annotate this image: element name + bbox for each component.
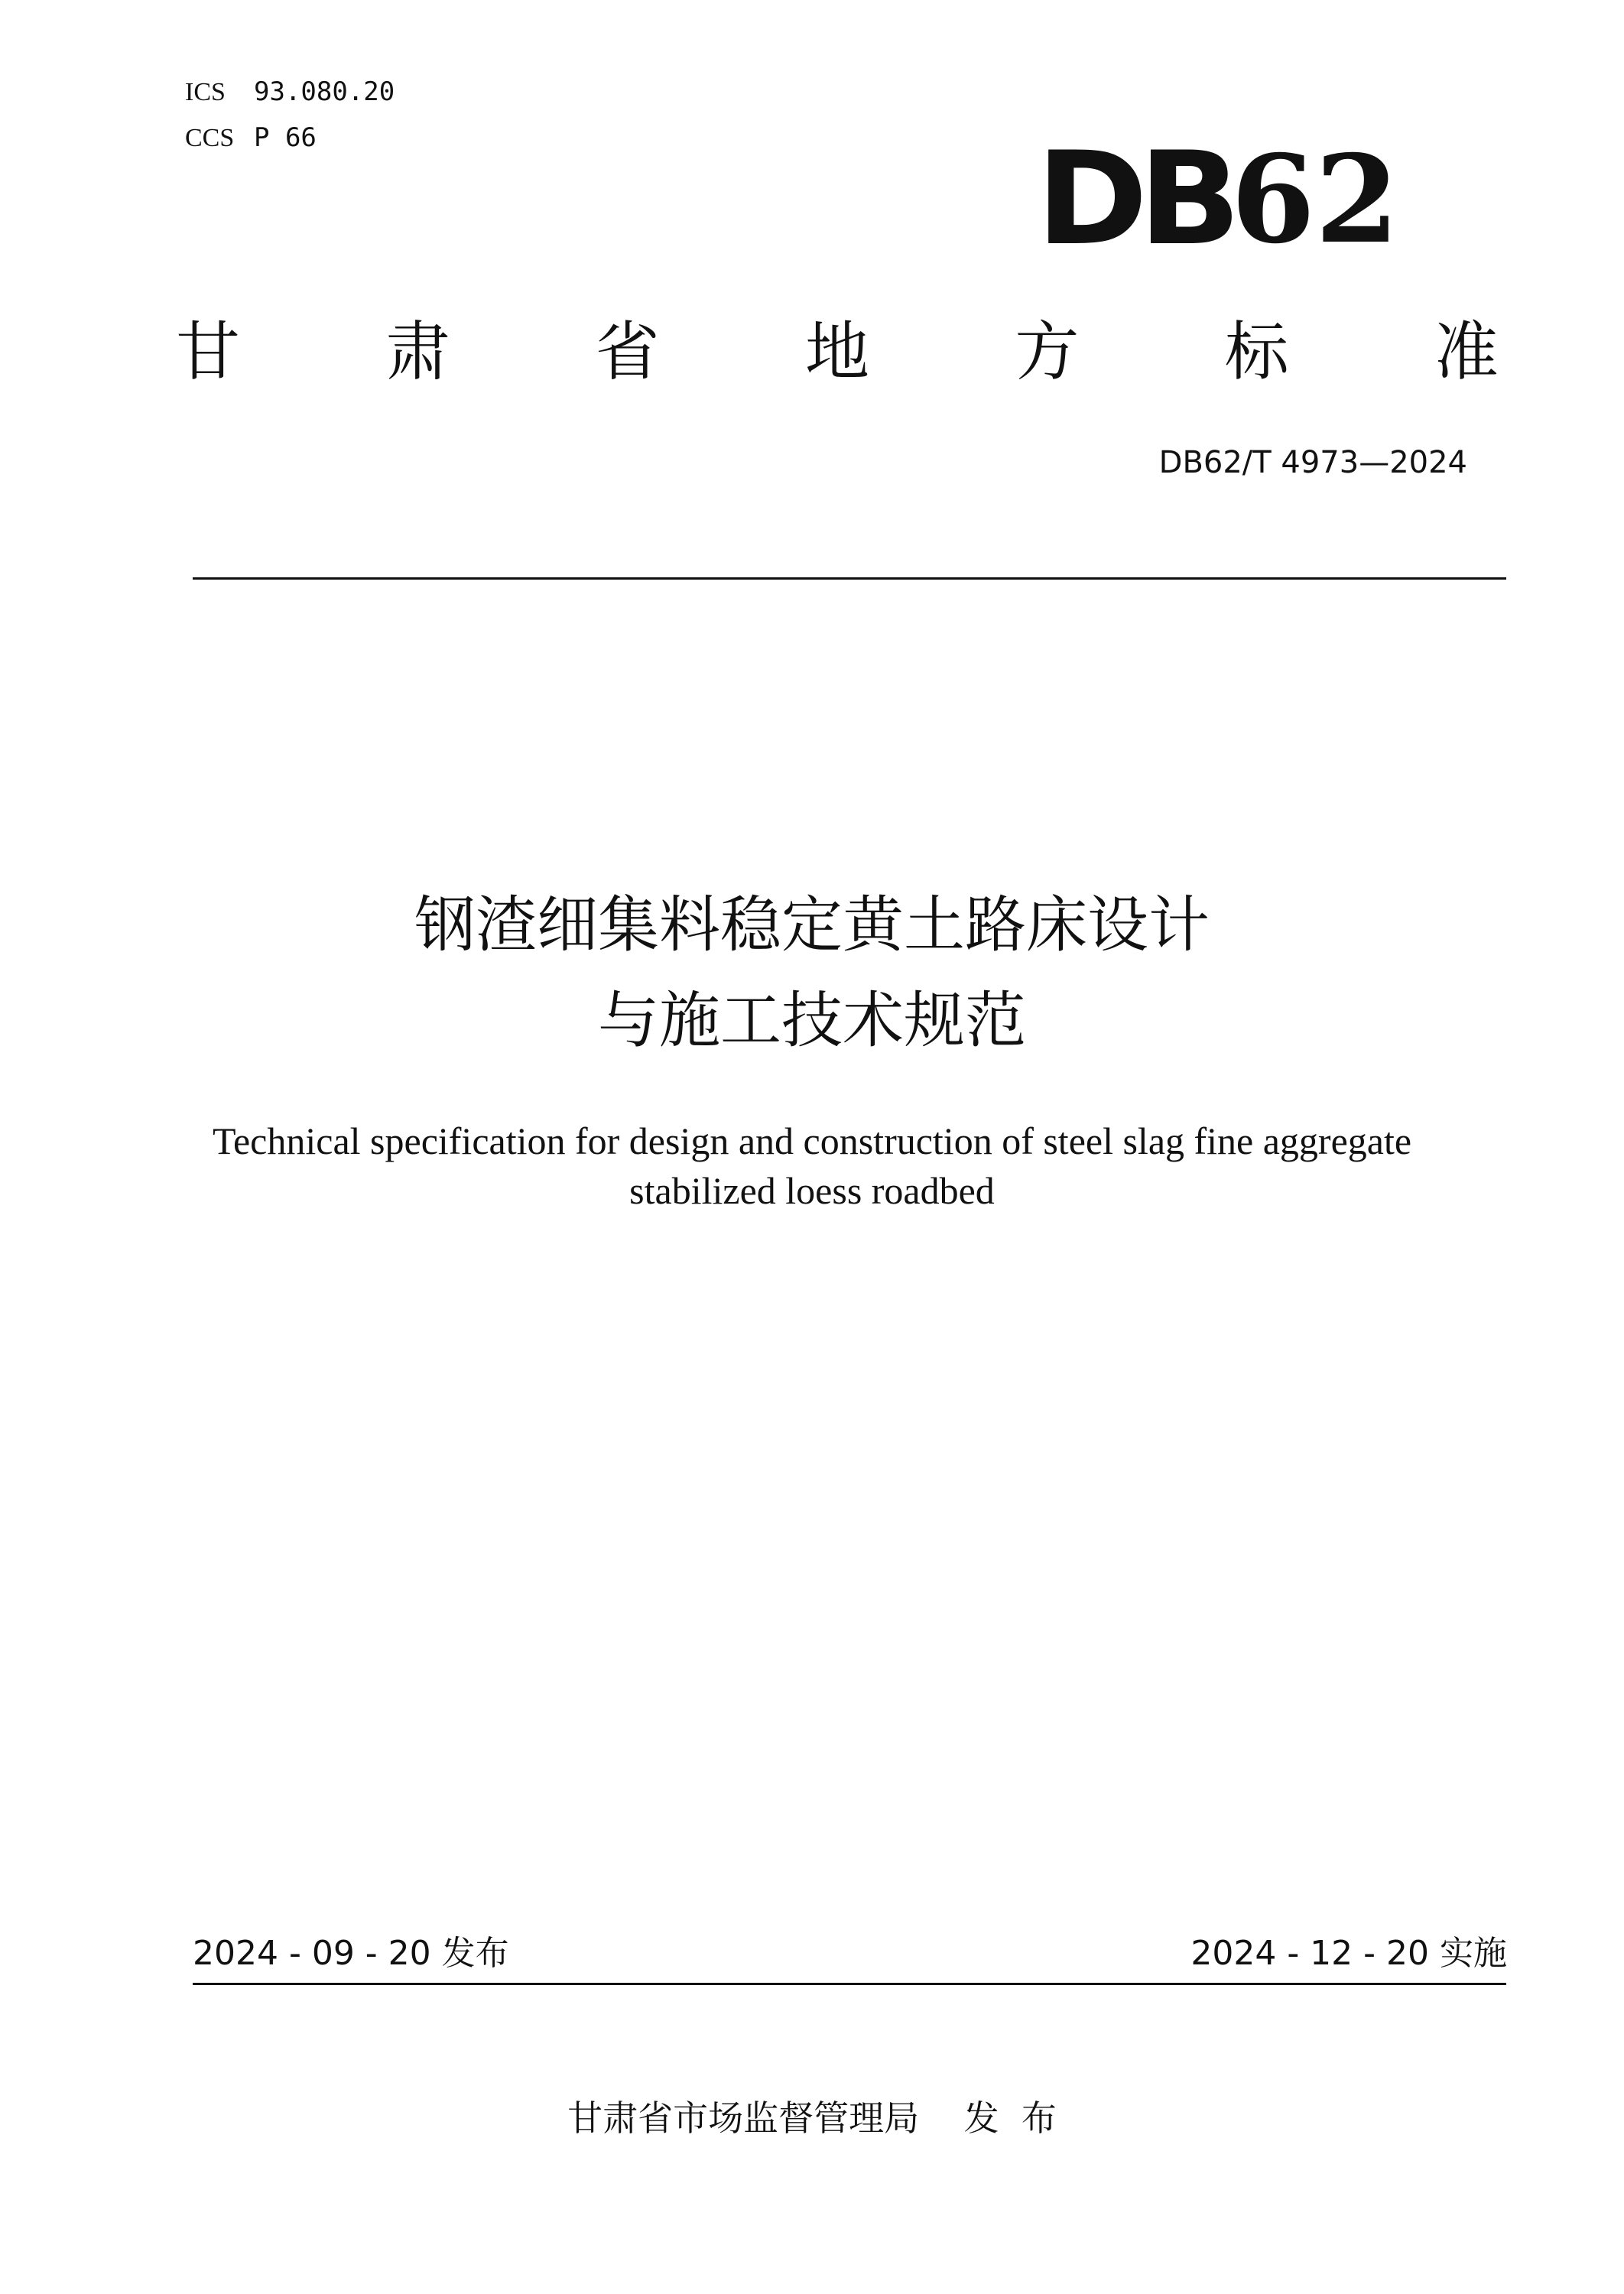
bottom-divider	[193, 1983, 1506, 1985]
implementation-date: 2024 - 12 - 20 实施	[1190, 1934, 1507, 1973]
heading-char: 方	[1015, 314, 1080, 389]
english-title-line-2: stabilized loess roadbed	[629, 1169, 995, 1212]
db62-logo	[1036, 124, 1403, 274]
heading-char: 甘	[176, 314, 241, 389]
chinese-title-line-2: 与施工技术规范	[598, 985, 1026, 1056]
ccs-value: P 66	[254, 122, 317, 153]
issue-date: 2024 - 09 - 20 发布	[193, 1934, 509, 1973]
standard-number: DB62/T 4973—2024	[1158, 445, 1467, 480]
heading-char: 准	[1434, 314, 1499, 389]
ccs-label: CCS	[185, 124, 235, 152]
ics-code	[185, 76, 395, 108]
heading-char: 地	[804, 314, 869, 389]
top-divider	[193, 577, 1506, 580]
heading-char: 肃	[385, 314, 450, 389]
ccs-code	[185, 122, 317, 154]
standard-type-heading	[176, 310, 1499, 394]
ics-label: ICS	[185, 78, 226, 106]
logo-number: 62	[1231, 129, 1399, 271]
heading-char: 省	[595, 314, 660, 389]
ics-value: 93.080.20	[254, 76, 395, 107]
english-title-line-1: Technical specification for design and construction of steel slag fine aggregate	[212, 1119, 1412, 1162]
logo-letters: DB	[1036, 124, 1232, 274]
chinese-title-line-1: 钢渣细集料稳定黄土路床设计	[414, 889, 1210, 960]
issuing-authority: 甘肃省市场监督管理局 发 布	[567, 2097, 1057, 2139]
heading-char: 标	[1224, 314, 1289, 389]
